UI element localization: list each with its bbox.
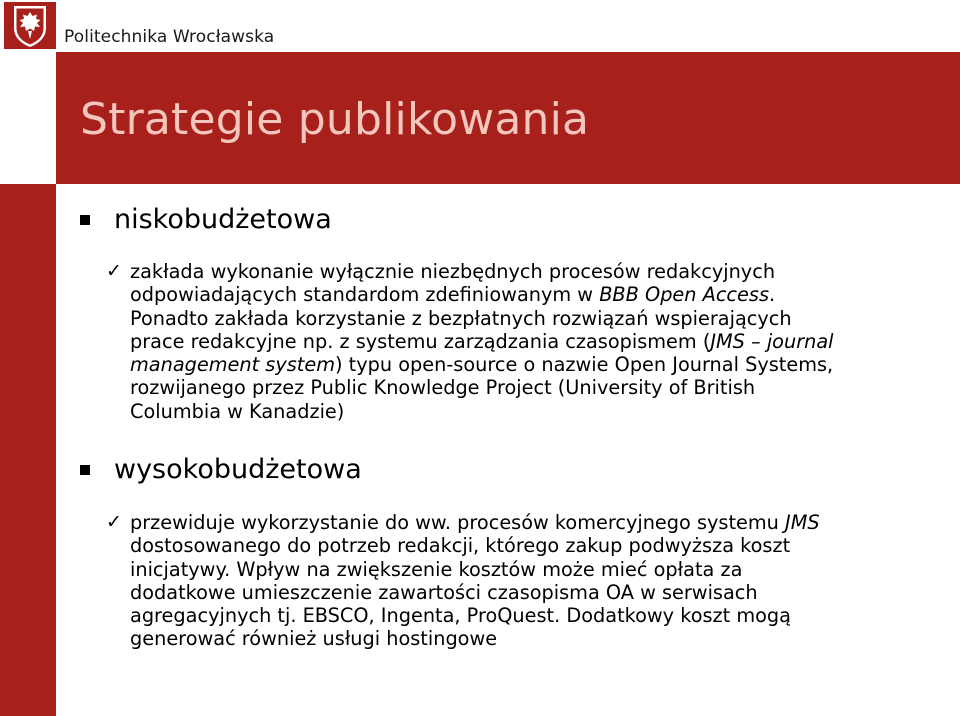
bullet-level2-low-budget [106, 260, 940, 423]
text-run-italic: BBB Open Access [599, 283, 769, 307]
checkmark-icon: ✓ [106, 260, 122, 282]
low-budget-description [130, 260, 940, 423]
heading-high-budget: wysokobudżetowa [114, 454, 362, 485]
heading-low-budget: niskobudżetowa [114, 204, 332, 235]
university-name: Politechnika Wrocławska [64, 27, 275, 47]
text-run: dostosowanego do potrzeb redakcji, którego zakup podwyższa koszt inicjatywy. Wpływ na zwiększenie kosztów może mieć opłata za dodatkowe umieszczenie zawartości czasopisma OA w serwisach agregacyjnych tj. EBSCO, Ingenta, ProQuest. Dodatkowy koszt mogą generować również usługi hostingowe [130, 534, 791, 651]
text-run-italic: JMS – journal management system [130, 329, 834, 377]
bullet-level1-low-budget [80, 204, 332, 235]
slide-content [56, 184, 960, 716]
eagle-crest-icon [4, 2, 56, 49]
checkmark-icon: ✓ [106, 511, 122, 533]
square-bullet-icon [80, 215, 90, 225]
text-run: ) typu open-source o nazwie Open Journal Systems, rozwijanego przez Public Knowledge Project (University of British Columbia w Kanadzie) [130, 353, 834, 423]
text-run-italic: JMS [785, 511, 820, 534]
left-accent-strip [0, 184, 56, 716]
slide-title: Strategie publikowania [80, 94, 590, 145]
header-bar [0, 0, 960, 52]
bullet-level2-high-budget [106, 511, 940, 651]
text-run: przewiduje wykorzystanie do ww. procesów komercyjnego systemu [130, 511, 786, 534]
high-budget-description [130, 511, 940, 651]
square-bullet-icon [80, 465, 90, 475]
text-run: . Ponadto zakłada korzystanie z bezpłatnych rozwiązań wspierających prace redakcyjne np. z systemu zarządzania czasopismem ( [130, 283, 792, 353]
bullet-level1-high-budget [80, 454, 362, 485]
text-run: zakłada wykonanie wyłącznie niezbędnych procesów redakcyjnych odpowiadających standardom zdefiniowanym w [130, 260, 776, 307]
